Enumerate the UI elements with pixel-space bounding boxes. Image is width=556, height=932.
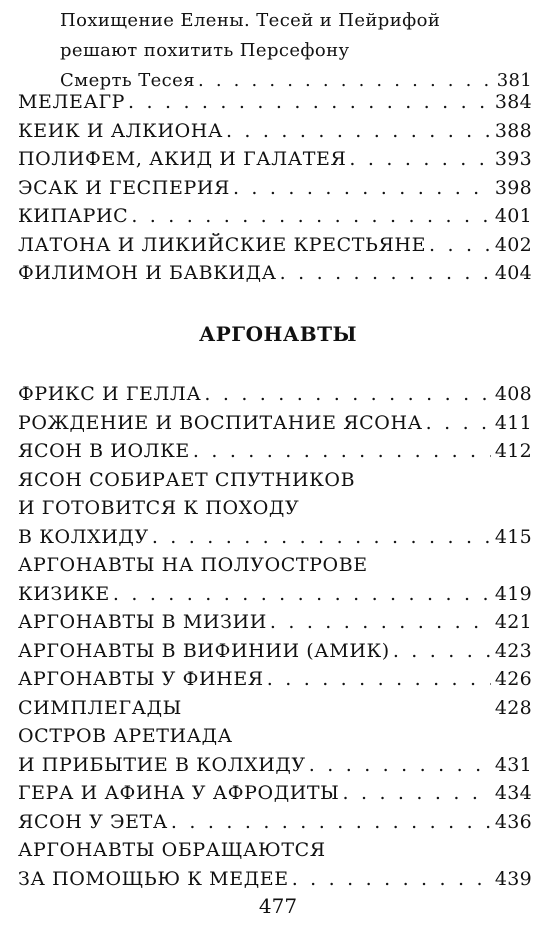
toc-entry-title: КИПАРИС	[18, 205, 129, 227]
dot-leader	[128, 88, 491, 117]
toc-entry-title: СИМПЛЕГАДЫ	[18, 696, 182, 719]
toc-entry	[18, 580, 532, 609]
toc-page-number: 384	[494, 91, 532, 113]
section-title: АРГОНАВТЫ	[198, 322, 358, 346]
toc-entry	[18, 88, 532, 117]
toc-entry-title: В КОЛХИДУ	[18, 525, 149, 548]
toc-entry	[18, 259, 532, 288]
toc-entry-title: ФРИКС И ГЕЛЛА	[18, 383, 202, 405]
toc-entry	[18, 637, 532, 666]
dot-leader	[226, 117, 491, 146]
dot-leader	[233, 174, 491, 203]
toc-entry-title: ФИЛИМОН И БАВКИДА	[18, 262, 277, 284]
toc-page-number: 423	[494, 639, 532, 662]
toc-subentry-text: Смерть Тесея	[60, 70, 195, 91]
toc-entry-title: И ПРИБЫТИЕ В КОЛХИДУ	[18, 753, 306, 776]
toc-entry-title: КЕИК И АЛКИОНА	[18, 119, 223, 142]
toc-entry-title: АРГОНАВТЫ В ВИФИНИИ (АМИК)	[18, 639, 390, 662]
toc-page-number: 402	[494, 233, 532, 256]
toc-list-1	[18, 88, 532, 288]
toc-entry	[18, 722, 532, 751]
dot-leader	[152, 523, 491, 552]
toc-entry	[18, 665, 532, 694]
toc-entry	[18, 808, 532, 837]
toc-entry	[18, 466, 532, 495]
toc-page-number: 428	[494, 696, 532, 719]
toc-entry	[18, 836, 532, 865]
toc-page-number: 415	[494, 525, 532, 548]
dot-leader	[349, 145, 490, 174]
toc-entry	[18, 174, 532, 203]
toc-page-number: 411	[494, 411, 532, 434]
toc-page-number: 421	[494, 611, 532, 633]
dot-leader	[267, 665, 491, 694]
toc-page-number: 431	[494, 753, 532, 776]
dot-leader	[270, 608, 491, 637]
toc-entry-title: ГЕРА И АФИНА У АФРОДИТЫ	[18, 782, 340, 804]
toc-entry	[18, 865, 532, 894]
toc-entry-title: ЯСОН В ИОЛКЕ	[18, 440, 190, 462]
dot-leader	[193, 437, 491, 466]
toc-entry-title: АРГОНАВТЫ В МИЗИИ	[18, 611, 267, 633]
toc-entry	[18, 231, 532, 260]
toc-entry-title: ЗА ПОМОЩЬЮ К МЕДЕЕ	[18, 867, 289, 890]
toc-page-number: 401	[494, 205, 532, 227]
subentries-list	[18, 6, 532, 96]
toc-entry	[18, 202, 532, 231]
toc-entry-title: АРГОНАВТЫ ОБРАЩАЮТСЯ	[18, 839, 326, 861]
toc-entry-title: ЭСАК И ГЕСПЕРИЯ	[18, 176, 230, 199]
toc-entry	[18, 117, 532, 146]
toc-page-number: 439	[494, 867, 532, 890]
dot-leader	[171, 808, 491, 837]
toc-entry-title: ЛАТОНА И ЛИКИЙСКИЕ КРЕСТЬЯНЕ	[18, 233, 427, 256]
toc-entry-title: ПОЛИФЕМ, АКИД И ГАЛАТЕЯ	[18, 148, 347, 170]
toc-entry	[18, 437, 532, 466]
toc-subentry-text: решают похитить Персефону	[60, 40, 350, 61]
dot-leader	[309, 751, 491, 780]
toc-page-number: 393	[494, 148, 532, 170]
toc-entry-title: АРГОНАВТЫ У ФИНЕЯ	[18, 668, 264, 690]
toc-entry-title: МЕЛЕАГР	[18, 91, 126, 113]
dot-leader	[280, 259, 491, 288]
dot-leader	[393, 637, 491, 666]
dot-leader	[204, 380, 490, 409]
toc-entry-title: РОЖДЕНИЕ И ВОСПИТАНИЕ ЯСОНА	[18, 411, 423, 434]
toc-entry-title: ОСТРОВ АРЕТИАДА	[18, 725, 233, 747]
toc-entry	[18, 409, 532, 438]
toc-entry	[18, 551, 532, 580]
toc-page-number: 434	[494, 782, 532, 804]
toc-entry	[18, 694, 532, 723]
toc-page-number: 408	[494, 383, 532, 405]
toc-entry	[18, 494, 532, 523]
toc-page-number: 436	[494, 810, 532, 833]
toc-page-number: 398	[494, 176, 532, 199]
dot-leader	[113, 580, 491, 609]
dot-leader	[429, 231, 491, 260]
dot-leader	[131, 202, 491, 231]
toc-entry-title: ЯСОН У ЭЕТА	[18, 810, 168, 833]
toc-entry	[18, 779, 532, 808]
toc-entry-title: И ГОТОВИТСЯ К ПОХОДУ	[18, 497, 300, 519]
dot-leader	[292, 865, 491, 894]
toc-page-number: 412	[494, 440, 532, 462]
toc-list-2	[18, 380, 532, 893]
toc-entry-title: КИЗИКЕ	[18, 582, 110, 605]
page-number: 477	[258, 894, 298, 918]
toc-page-number: 404	[494, 262, 532, 284]
toc-entry	[18, 608, 532, 637]
toc-entry	[18, 523, 532, 552]
toc-page-number: 419	[494, 582, 532, 605]
toc-subentry-text: Похищение Елены. Тесей и Пейрифой	[60, 10, 441, 31]
toc-entry-title: АРГОНАВТЫ НА ПОЛУОСТРОВЕ	[18, 554, 368, 576]
dot-leader	[426, 409, 491, 438]
toc-page-number: 388	[494, 119, 532, 142]
toc-entry	[18, 145, 532, 174]
dot-leader	[342, 779, 490, 808]
toc-subentry	[18, 36, 532, 66]
toc-page-number: 381	[496, 70, 532, 91]
toc-page-number: 426	[494, 668, 532, 690]
toc-entry	[18, 751, 532, 780]
toc-subentry	[18, 6, 532, 36]
toc-entry-title: ЯСОН СОБИРАЕТ СПУТНИКОВ	[18, 468, 356, 491]
toc-entry	[18, 380, 532, 409]
